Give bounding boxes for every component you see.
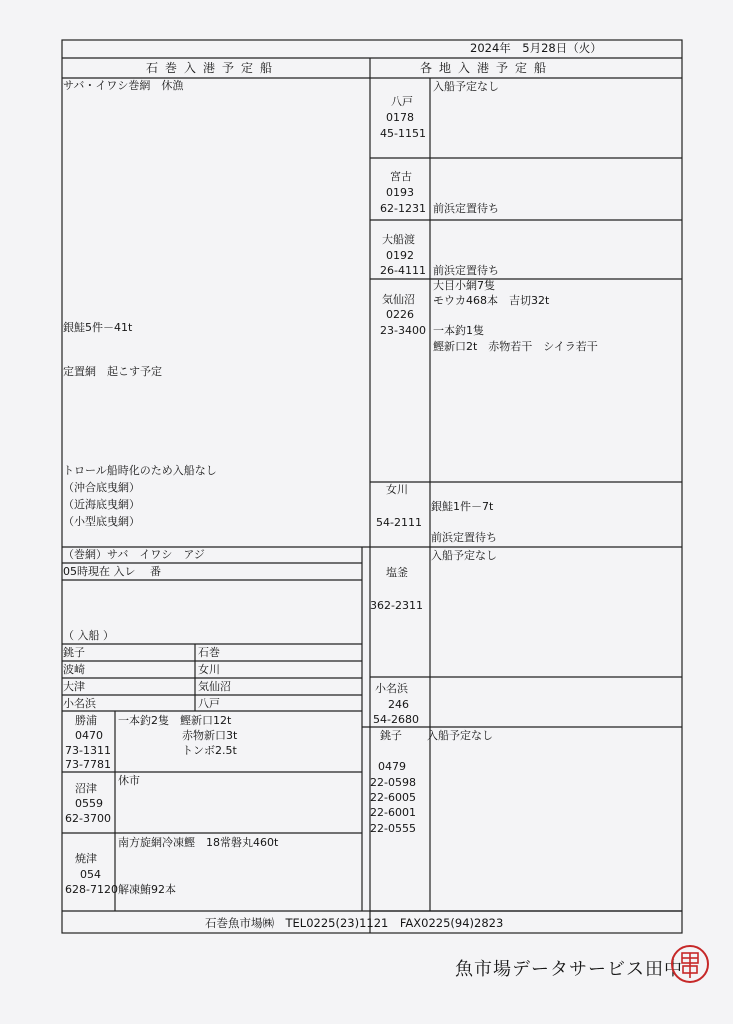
signature: 魚市場データサービス田中 — [455, 959, 683, 980]
port-name-onahama: 小名浜 — [375, 682, 408, 695]
port-phone: 246 — [388, 698, 409, 711]
footer-contact: 石巻魚市場㈱ TEL0225(23)1121 FAX0225(94)2823 — [205, 916, 504, 930]
stamp-mark-icon — [673, 947, 707, 981]
port-info: 一本釣2隻 鰹新口12t — [118, 714, 232, 727]
nyusen-port: 気仙沼 — [198, 680, 231, 693]
port-phone: 73-7781 — [65, 758, 111, 771]
makiami-title: （巻網）サバ イワシ アジ — [63, 548, 205, 561]
port-name-numazu: 沼津 — [75, 782, 97, 795]
port-phone: 0226 — [386, 308, 414, 321]
port-phone: 62-1231 — [380, 202, 426, 215]
port-info: 一本釣1隻 — [433, 324, 484, 337]
port-info: 前浜定置待ち — [433, 202, 499, 215]
port-phone: 0479 — [378, 760, 406, 773]
report-date: 2024年 5月28日（火） — [470, 41, 602, 55]
port-info: トンボ2.5t — [182, 744, 237, 757]
port-phone: 0470 — [75, 729, 103, 742]
port-phone: 0559 — [75, 797, 103, 810]
hanko-stamp — [671, 945, 709, 983]
nyusen-port: 銚子 — [63, 646, 85, 659]
port-phone: 0178 — [386, 111, 414, 124]
nyusen-port: 大津 — [63, 680, 85, 693]
port-phone: 22-6005 — [370, 791, 416, 804]
port-phone: 22-0555 — [370, 822, 416, 835]
port-info: 南方旋網冷凍鰹 18常磐丸460t — [118, 836, 279, 849]
nyusen-port: 波崎 — [63, 663, 85, 676]
port-info: 解凍鮪92本 — [118, 883, 176, 896]
nyusen-port: 八戸 — [198, 697, 220, 710]
port-phone: 54-2680 — [373, 713, 419, 726]
port-info: 入船予定なし — [433, 80, 499, 93]
left-section-header: 石巻入港予定船 — [146, 61, 280, 75]
port-phone: 45-1151 — [380, 127, 426, 140]
port-info: 入船予定なし — [427, 729, 493, 742]
port-info: 前浜定置待ち — [433, 264, 499, 277]
port-info: モウカ468本 吉切32t — [433, 294, 550, 307]
port-phone: 362-2311 — [370, 599, 423, 612]
port-name-katsuura: 勝浦 — [75, 714, 97, 727]
port-info: 赤物新口3t — [182, 729, 238, 742]
nyusen-label: （ 入船 ） — [63, 629, 114, 642]
port-phone: 73-1311 — [65, 744, 111, 757]
port-info: 入船予定なし — [431, 549, 497, 562]
teichi-status: 定置網 起こす予定 — [63, 365, 162, 378]
trawl-status: トロール船時化のため入船なし — [63, 464, 217, 477]
port-phone: 22-0598 — [370, 776, 416, 789]
port-name-ofunato: 大船渡 — [382, 233, 415, 246]
port-info: 前浜定置待ち — [431, 531, 497, 544]
kogata-label: （小型底曳網） — [63, 515, 140, 528]
port-phone: 23-3400 — [380, 324, 426, 337]
port-phone: 22-6001 — [370, 806, 416, 819]
port-name-choshi: 銚子 — [380, 729, 402, 742]
ginzake-status: 銀鮭5件－41t — [63, 321, 133, 334]
port-phone: 0192 — [386, 249, 414, 262]
port-name-miyako: 宮古 — [390, 170, 412, 183]
oki-label: （沖合底曳網） — [63, 481, 140, 494]
nyusen-port: 石巻 — [198, 646, 220, 659]
port-name-yaizu: 焼津 — [75, 852, 97, 865]
port-info: 大目小網7隻 — [433, 279, 495, 292]
port-phone: 54-2111 — [376, 516, 422, 529]
makiami-status: 05時現在 入レ 番 — [63, 565, 161, 578]
nyusen-port: 女川 — [198, 663, 220, 676]
port-phone: 0193 — [386, 186, 414, 199]
port-phone: 62-3700 — [65, 812, 111, 825]
port-phone: 26-4111 — [380, 264, 426, 277]
port-name-shiogama: 塩釜 — [386, 566, 408, 579]
port-phone: 054 — [80, 868, 101, 881]
port-name-hachinohe: 八戸 — [391, 95, 413, 108]
nyusen-port: 小名浜 — [63, 697, 96, 710]
kinkai-label: （近海底曳網） — [63, 498, 140, 511]
port-info: 銀鮭1件－7t — [431, 500, 494, 513]
port-name-onagawa: 女川 — [386, 483, 408, 496]
port-info: 休市 — [118, 774, 140, 787]
port-info: 鰹新口2t 赤物若干 シイラ若干 — [433, 340, 598, 353]
port-name-kesennuma: 気仙沼 — [382, 293, 415, 306]
right-section-header: 各地入港予定船 — [420, 61, 554, 75]
saba-iwashi-status: サバ・イワシ巻網 休漁 — [63, 79, 184, 92]
port-phone: 628-7120 — [65, 883, 118, 896]
